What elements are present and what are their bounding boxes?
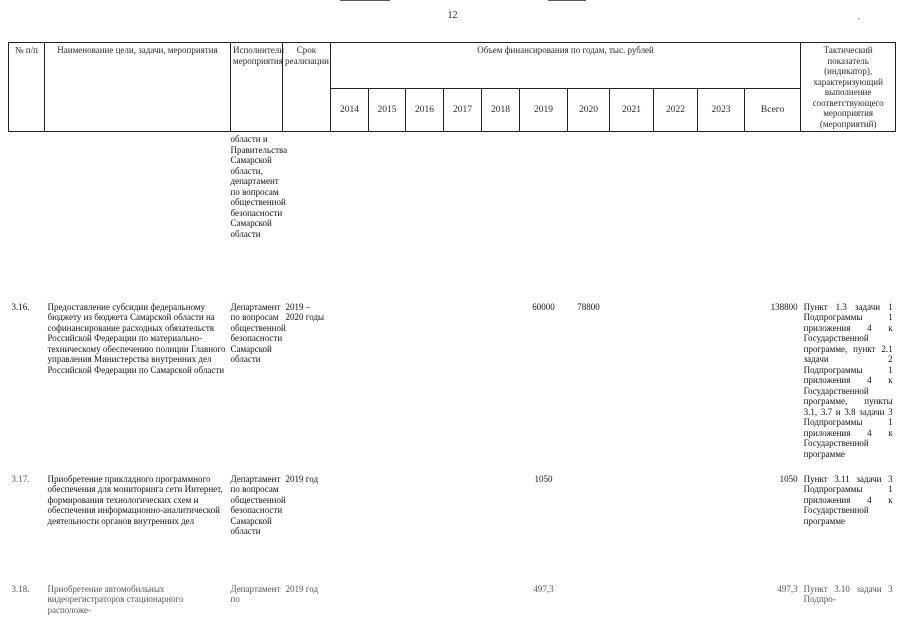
row-num: 3.17. [11, 473, 30, 484]
row-value-2020 [568, 474, 610, 584]
header-year: 2023 [698, 88, 745, 132]
row-term: 2019 год [285, 583, 319, 594]
header-funding: Объем финансирования по годам, тыс. рублей [331, 43, 801, 89]
header-executor: Исполнители мероприятия [231, 43, 283, 132]
table-row [9, 132, 896, 302]
header-year: 2018 [482, 88, 520, 132]
row-indicator: Пункт 3.11 задачи 3 Подпрограммы 1 приложения 4 к Государственной программе [803, 473, 893, 526]
table-row [9, 584, 896, 616]
table-row [9, 302, 896, 474]
row-value-2020 [568, 584, 610, 616]
header-year: 2019 [520, 88, 568, 132]
header-year: 2022 [654, 88, 698, 132]
row-num: 3.18. [11, 583, 30, 594]
row-executor: Департамент по вопросам общественной безопасности Самарской области [230, 473, 286, 536]
header-term: Срок реализации [283, 43, 331, 132]
header-indicator: Тактический показатель (индикатор), характеризующий выполнение соответствующего мероприятия (мероприятий) [801, 43, 896, 132]
row-name: Приобретение автомобильных видеорегистраторов стационарного расположе- [47, 583, 184, 615]
row-value-2020: 78800 [577, 301, 600, 312]
row-name: Приобретение прикладного программного обеспечения для мониторинга сети Интернет, формирования технологических схем и обеспечения информационно-аналитической деятельности органов внутренних дел [47, 473, 223, 526]
top-rule-left [340, 0, 390, 1]
row-value-2019: 60000 [532, 301, 555, 312]
row-value-total: 138800 [770, 301, 798, 312]
funding-table [8, 42, 896, 615]
table-row [9, 474, 896, 584]
row-name: Предоставление субсидии федеральному бюджету из бюджета Самарской области на софинансирование расходных обязательств Российской Федерации по материально-техническому обеспечению полиции Главного управления Министерства внутренних дел Российской Федерации по Самарской области [47, 301, 226, 375]
page-number: 12 [447, 10, 458, 21]
header-year: 2021 [610, 88, 654, 132]
row-executor: Департамент по вопросам общественной безопасности Самарской области [230, 301, 286, 364]
header-num: № п/п [9, 43, 45, 132]
row-value-2019: 1050 [534, 473, 553, 484]
header-year: 2016 [406, 88, 444, 132]
header-year: 2014 [331, 88, 369, 132]
row-value-2019: 497,3 [533, 583, 554, 594]
row-num: 3.16. [11, 301, 30, 312]
row-executor: Департамент по [230, 583, 281, 604]
header-year-total: Всего [745, 88, 801, 132]
row-term: 2019 год [285, 473, 319, 484]
row-term: 2019 – 2020 годы [285, 301, 325, 322]
row-value-total: 497,3 [777, 583, 798, 594]
top-rule-right [548, 0, 586, 1]
header-year: 2015 [369, 88, 406, 132]
header-name: Наименование цели, задачи, мероприятия [45, 43, 231, 132]
row-value-total: 1050 [779, 473, 798, 484]
scan-mark: , [858, 12, 860, 21]
row-indicator: Пункт 1.3 задачи 1 Подпрограммы 1 приложения 4 к Государственной программе, пункт 2.1 задачи 2 Подпрограммы 1 приложения 4 к Государственной программе, пункты 3.1, 3.7 и 3.8 задачи 3 Подпрограммы 1 приложения 4 к Государственной программе [803, 301, 893, 459]
row-indicator: Пункт 3.10 задачи 3 Подпро- [803, 583, 893, 604]
header-year: 2017 [444, 88, 482, 132]
header-year: 2020 [568, 88, 610, 132]
continuation-executor: области и Правительства Самарской области, департамент по вопросам общественной безопасности Самарской области [230, 134, 288, 239]
